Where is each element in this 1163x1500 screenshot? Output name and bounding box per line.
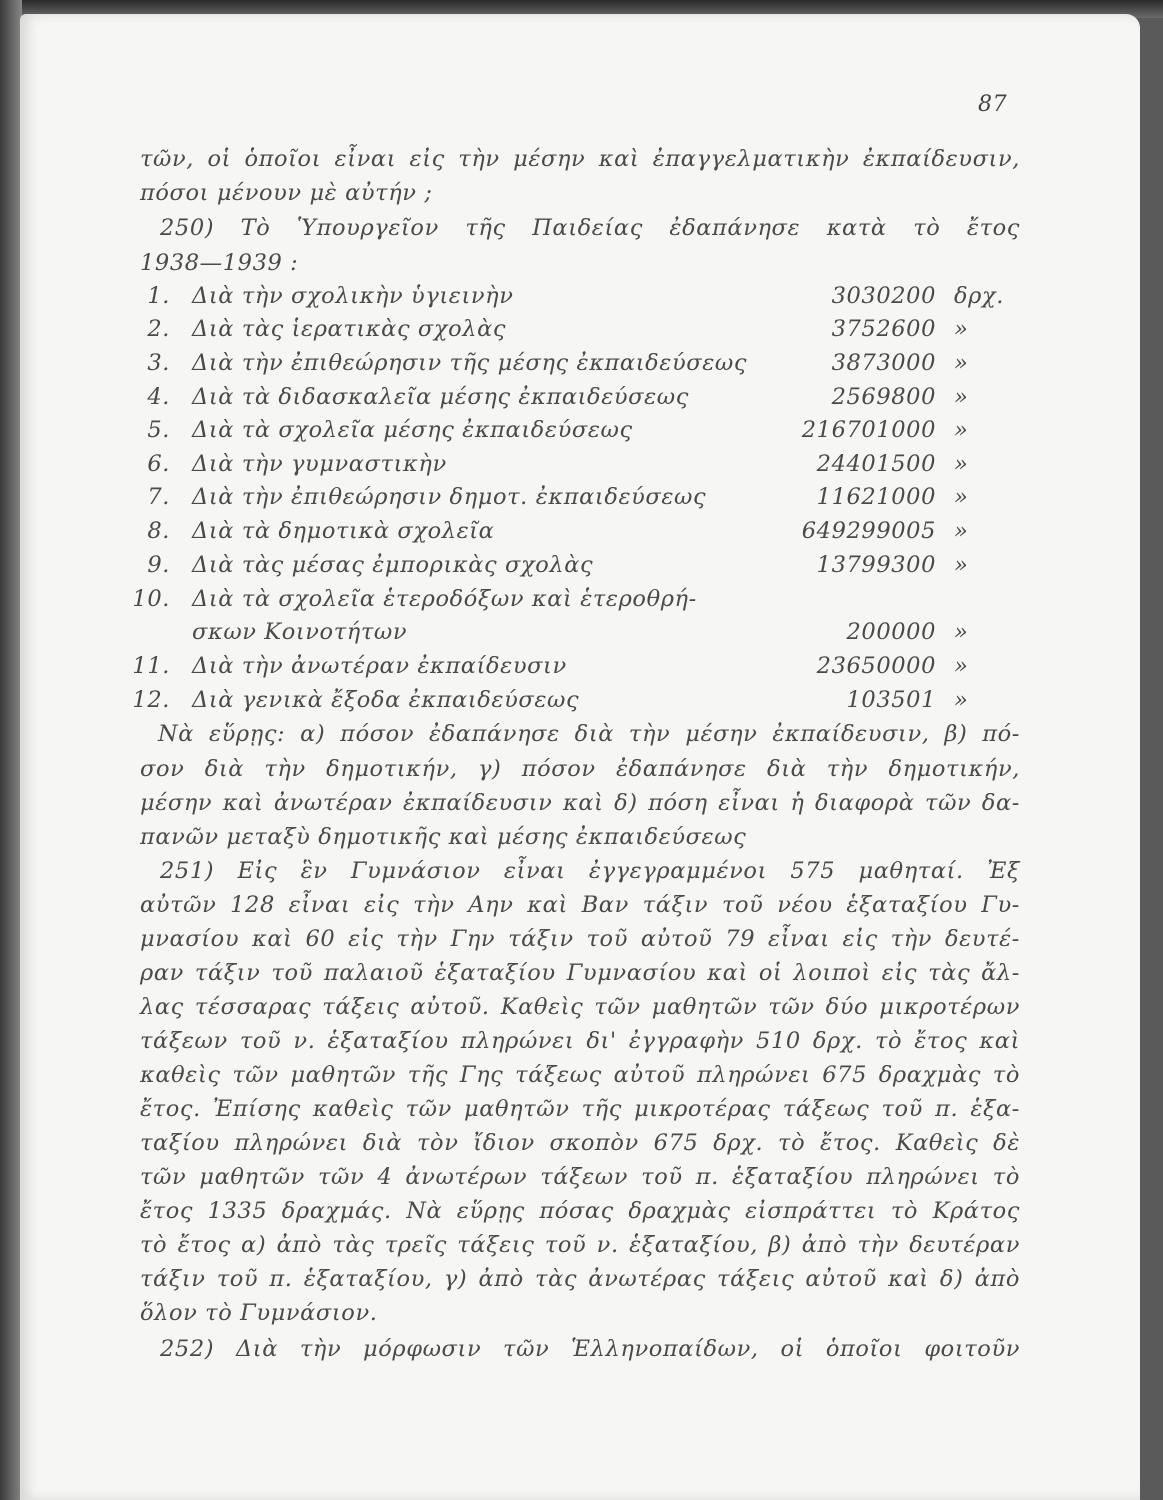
item-number: 5. [147, 417, 170, 443]
item-unit: » [954, 653, 969, 679]
item-unit: » [954, 417, 969, 443]
item-number: 4. [147, 384, 170, 410]
item-amount: 649299005 [801, 518, 936, 544]
item-amount: 216701000 [801, 417, 936, 443]
expense-item [20, 586, 1140, 618]
expense-item [20, 687, 1140, 719]
item-description: Διὰ τὰ διδασκαλεῖα μέσης ἐκπαιδεύσεως [192, 384, 689, 410]
item-number: 2. [147, 316, 170, 342]
problem-251-line: μνασίου καὶ 60 εἰς τὴν Γην τάξιν τοῦ αὐτοῦ 79 εἶναι εἰς τὴν δευτέ- [140, 926, 1020, 952]
expense-item [20, 518, 1140, 550]
item-unit: » [954, 619, 969, 645]
item-amount: 13799300 [816, 552, 936, 578]
item-description: Διὰ τὴν γυμναστικὴν [192, 451, 447, 477]
item-description: Διὰ τὴν ἐπιθεώρησιν δημοτ. ἐκπαιδεύσεως [192, 484, 707, 510]
item-amount: 3752600 [831, 316, 936, 342]
problem-250-heading-cont: 1938—1939 : [140, 250, 299, 276]
item-unit: » [954, 350, 969, 376]
item-unit: » [954, 687, 969, 713]
problem-251-line: ταξίου πληρώνει διὰ τὸν ἴδιον σκοπὸν 675 δρχ. τὸ ἔτος. Καθεὶς δὲ [140, 1130, 1020, 1156]
item-amount: 200000 [846, 619, 936, 645]
problem-251-line: ἔτος 1335 δραχμάς. Νὰ εὕρῃς πόσας δραχμὰς εἰσπράττει τὸ Κράτος [140, 1198, 1020, 1224]
item-amount: 103501 [846, 687, 936, 713]
item-number: 9. [147, 552, 170, 578]
item-number: 12. [132, 687, 170, 713]
item-unit: » [954, 518, 969, 544]
item-unit: » [954, 484, 969, 510]
item-amount: 24401500 [816, 451, 936, 477]
item-description: Διὰ τὰς μέσας ἐμπορικὰς σχολὰς [192, 552, 594, 578]
problem-251-line: λας τέσσαρας τάξεις αὐτοῦ. Καθεὶς τῶν μαθητῶν τῶν δύο μικροτέρων [140, 994, 1020, 1020]
problem-251-line: ραν τάξιν τοῦ παλαιοῦ ἑξαταξίου Γυμνασίου καὶ οἱ λοιποὶ εἰς τὰς ἄλ- [140, 960, 1020, 986]
problem-251-line: τὸ ἔτος α) ἀπὸ τὰς τρεῖς τάξεις τοῦ ν. ἑξαταξίου, β) ἀπὸ τὴν δευτέραν [140, 1232, 1020, 1258]
expense-item [20, 619, 1140, 651]
expense-item [20, 552, 1140, 584]
book-page [20, 14, 1140, 1500]
item-description: Διὰ τὰ δημοτικὰ σχολεῖα [192, 518, 495, 544]
problem-251-line: 251) Εἰς ἓν Γυμνάσιον εἶναι ἐγγεγραμμένοι 575 μαθηταί. Ἐξ [160, 858, 1020, 884]
expense-item [20, 484, 1140, 516]
item-description: Διὰ τὰ σχολεῖα μέσης ἐκπαιδεύσεως [192, 417, 633, 443]
intro-line: τῶν, οἱ ὁποῖοι εἶναι εἰς τὴν μέσην καὶ ἐπαγγελματικὴν ἐκπαίδευσιν, [140, 146, 1020, 172]
expense-item [20, 451, 1140, 483]
item-number: 1. [147, 283, 170, 309]
item-unit: » [954, 384, 969, 410]
item-unit: » [954, 316, 969, 342]
item-unit: δρχ. [954, 283, 1004, 309]
item-description: Διὰ γενικὰ ἔξοδα ἐκπαιδεύσεως [192, 687, 580, 713]
page-number: 87 [978, 92, 1008, 117]
item-number: 8. [147, 518, 170, 544]
expense-item [20, 384, 1140, 416]
item-number: 3. [147, 350, 170, 376]
item-description: σκων Κοινοτήτων [192, 619, 408, 645]
problem-250-question: μέσην καὶ ἀνωτέραν ἐκπαίδευσιν καὶ δ) πόση εἶναι ἡ διαφορὰ τῶν δα- [140, 790, 1020, 816]
item-number: 10. [132, 586, 170, 612]
problem-251-line: τάξιν τοῦ π. ἑξαταξίου, γ) ἀπὸ τὰς ἀνωτέρας τάξεις αὐτοῦ καὶ δ) ἀπὸ [140, 1266, 1020, 1292]
problem-252-line: 252) Διὰ τὴν μόρφωσιν τῶν Ἑλληνοπαίδων, οἱ ὁποῖοι φοιτοῦν [160, 1336, 1020, 1362]
expense-item [20, 653, 1140, 685]
problem-250-question: Νὰ εὕρῃς: α) πόσον ἐδαπάνησε διὰ τὴν μέσην ἐκπαίδευσιν, β) πό- [158, 721, 1020, 747]
item-amount: 11621000 [816, 484, 936, 510]
expense-item [20, 316, 1140, 348]
item-unit: » [954, 451, 969, 477]
problem-250-question: πανῶν μεταξὺ δημοτικῆς καὶ μέσης ἐκπαιδεύσεως [140, 824, 747, 850]
problem-251-line: τῶν μαθητῶν τῶν 4 ἀνωτέρων τάξεων τοῦ π. ἑξαταξίου πληρώνει τὸ [140, 1164, 1020, 1190]
item-amount: 2569800 [831, 384, 936, 410]
item-description: Διὰ τὴν ἐπιθεώρησιν τῆς μέσης ἐκπαιδεύσεως [192, 350, 748, 376]
problem-250-question: σον διὰ τὴν δημοτικήν, γ) πόσον ἐδαπάνησε διὰ τὴν δημοτικήν, [140, 756, 1020, 782]
item-number: 7. [147, 484, 170, 510]
item-number: 11. [132, 653, 170, 679]
item-description: Διὰ τὴν ἀνωτέραν ἐκπαίδευσιν [192, 653, 567, 679]
item-description: Διὰ τὰς ἱερατικὰς σχολὰς [192, 316, 507, 342]
problem-250-heading: 250) Τὸ Ὑπουργεῖον τῆς Παιδείας ἐδαπάνησε κατὰ τὸ ἔτος [160, 215, 1020, 241]
scan-edge-left [0, 0, 22, 1500]
problem-251-line: ἔτος. Ἐπίσης καθεὶς τῶν μαθητῶν τῆς μικροτέρας τάξεως τοῦ π. ἑξα- [140, 1096, 1020, 1122]
problem-251-line: καθεὶς τῶν μαθητῶν τῆς Γης τάξεως αὐτοῦ πληρώνει 675 δραχμὰς τὸ [140, 1062, 1020, 1088]
item-number: 6. [147, 451, 170, 477]
problem-251-line: αὐτῶν 128 εἶναι εἰς τὴν Αην καὶ Βαν τάξιν τοῦ νέου ἑξαταξίου Γυ- [140, 892, 1020, 918]
item-amount: 23650000 [816, 653, 936, 679]
expense-item [20, 417, 1140, 449]
expense-item [20, 350, 1140, 382]
item-amount: 3030200 [831, 283, 936, 309]
item-description: Διὰ τὴν σχολικὴν ὑγιεινὴν [192, 283, 514, 309]
intro-line: πόσοι μένουν μὲ αὐτήν ; [140, 180, 433, 206]
expense-item [20, 283, 1140, 315]
problem-251-line: ὅλον τὸ Γυμνάσιον. [140, 1300, 378, 1326]
problem-251-line: τάξεων τοῦ ν. ἑξαταξίου πληρώνει δι' ἐγγραφὴν 510 δρχ. τὸ ἔτος καὶ [140, 1028, 1020, 1054]
item-unit: » [954, 552, 969, 578]
item-description: Διὰ τὰ σχολεῖα ἑτεροδόξων καὶ ἑτεροθρή- [192, 586, 697, 612]
item-amount: 3873000 [831, 350, 936, 376]
